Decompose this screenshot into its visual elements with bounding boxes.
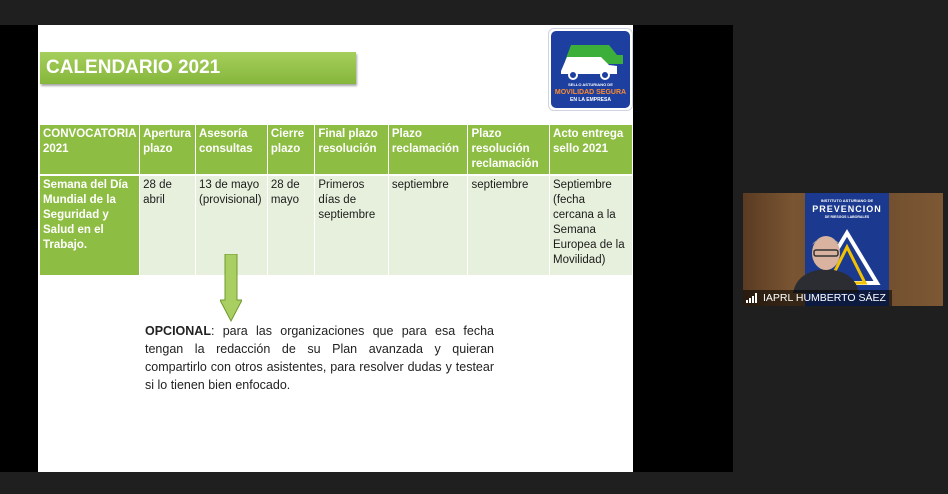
table-header-row xyxy=(40,125,633,175)
sello-movilidad-logo xyxy=(548,28,633,111)
slide-title: CALENDARIO 2021 xyxy=(46,57,221,78)
down-arrow-icon xyxy=(220,254,242,322)
banner-line-3: DE RIESGOS LABORALES xyxy=(824,215,870,219)
header-cell: Plazo resolución reclamación xyxy=(468,125,550,175)
optional-note xyxy=(145,322,494,394)
participant-avatar xyxy=(791,231,861,293)
header-cell: CONVOCATORIA 2021 xyxy=(40,125,140,175)
table-cell: 28 de abril xyxy=(140,175,196,275)
table-cell: septiembre xyxy=(468,175,550,275)
banner-line-2: PREVENCION xyxy=(812,204,882,214)
shared-screen xyxy=(0,25,733,472)
participant-name: IAPRL HUMBERTO SÁEZ xyxy=(763,292,886,304)
header-cell: Final plazo resolución xyxy=(315,125,388,175)
header-cell: Asesoría consultas xyxy=(196,125,268,175)
table-cell: 13 de mayo (provisional) xyxy=(196,175,268,275)
table-cell: Primeros días de septiembre xyxy=(315,175,388,275)
header-cell: Apertura plazo xyxy=(140,125,196,175)
header-cell: Acto entrega sello 2021 xyxy=(550,125,633,175)
logo-line-3: EN LA EMPRESA xyxy=(570,97,611,103)
car-icon xyxy=(551,31,630,81)
table-cell: Septiembre (fecha cercana a la Semana Europea de la Movilidad) xyxy=(550,175,633,275)
banner-line-1: INSTITUTO ASTURIANO DE xyxy=(820,198,874,203)
note-label: OPCIONAL xyxy=(145,324,211,338)
header-cell: Cierre plazo xyxy=(267,125,315,175)
table-row xyxy=(40,175,633,275)
note-text: : para las organizaciones que para esa fecha tengan la redacción de su Plan avanzada y quieran compartirlo con otros asistentes, para resolver dudas y testear si lo tienen bien enfocado. xyxy=(145,324,494,392)
calendar-table xyxy=(40,125,633,275)
participant-video-tile[interactable] xyxy=(743,193,943,306)
table-cell: 28 de mayo xyxy=(267,175,315,275)
logo-line-1: SELLO ASTURIANO DE xyxy=(568,82,613,87)
presentation-slide xyxy=(38,25,633,472)
logo-line-2: MOVILIDAD SEGURA xyxy=(554,89,627,96)
signal-strength-icon xyxy=(746,293,759,303)
slide-title-bar xyxy=(40,52,356,84)
participant-name-label xyxy=(743,290,892,306)
table-cell: Semana del Día Mundial de la Seguridad y Salud en el Trabajo. xyxy=(40,175,140,275)
table-cell: septiembre xyxy=(388,175,468,275)
header-cell: Plazo reclamación xyxy=(388,125,468,175)
